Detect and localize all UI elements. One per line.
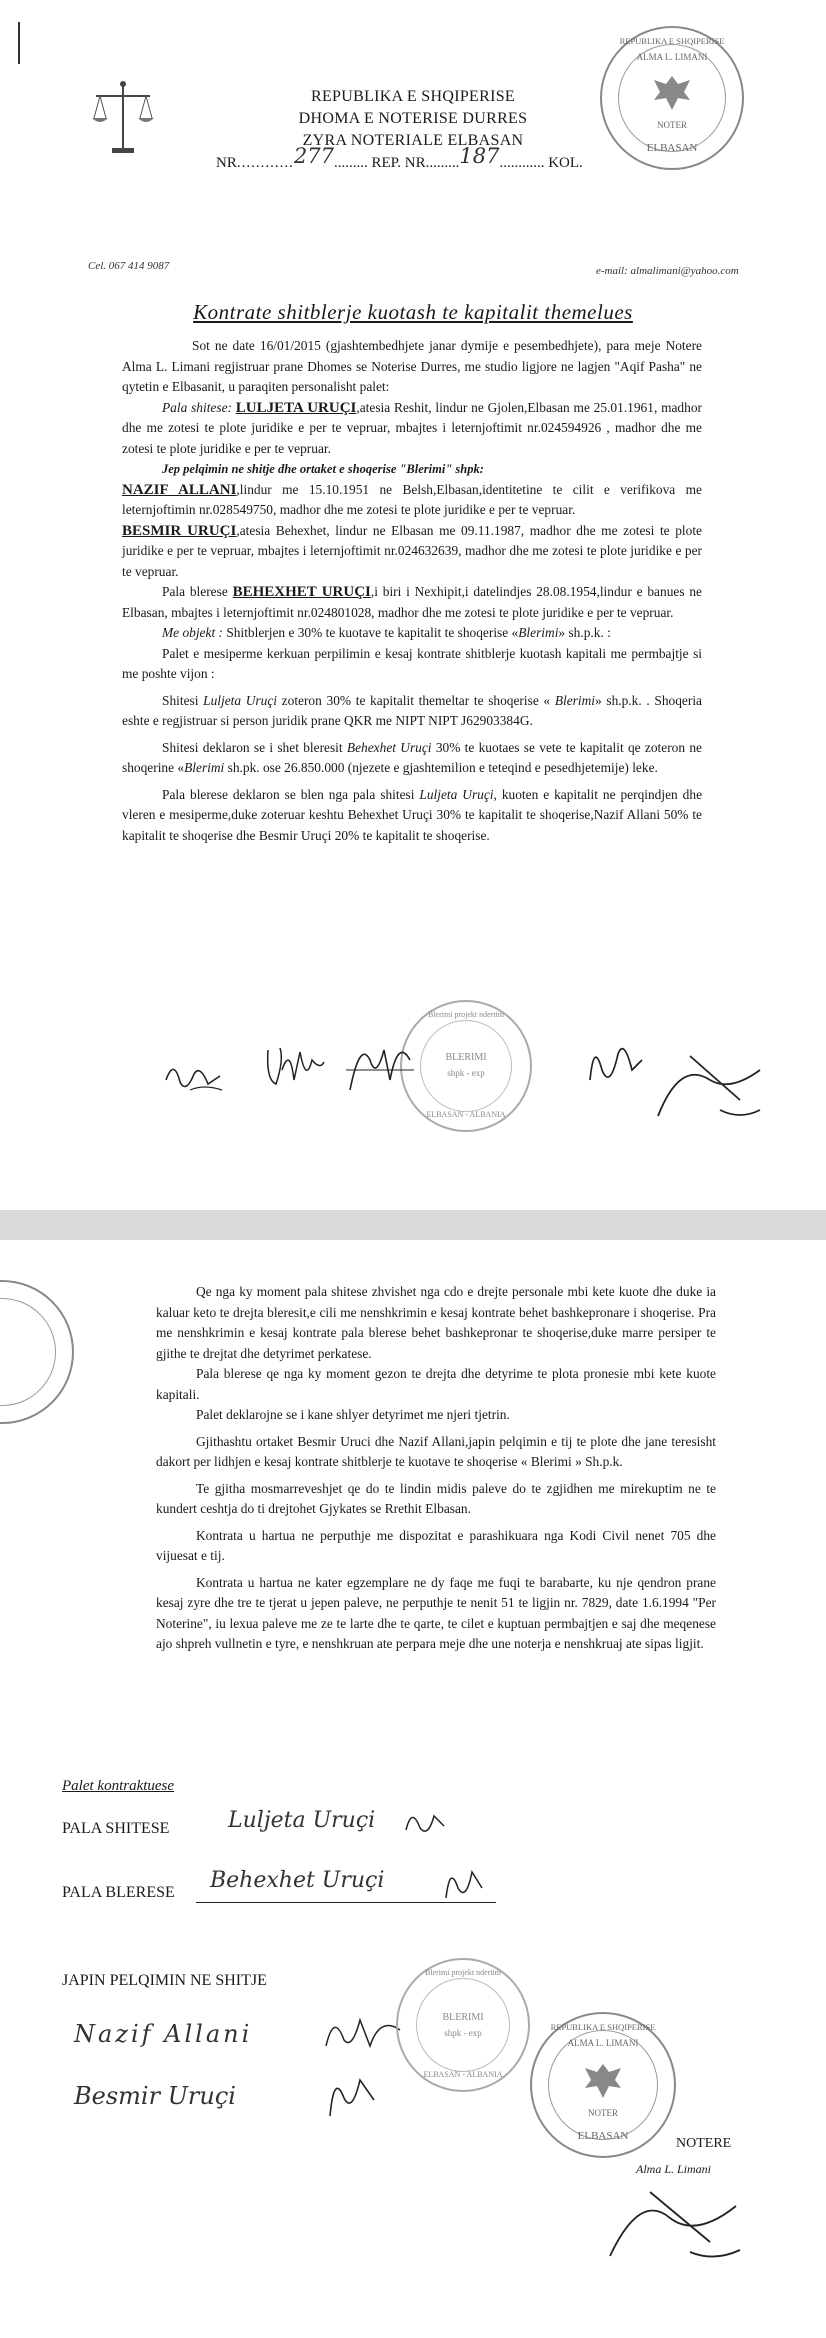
partner1-paragraph: NAZIF ALLANI,lindur me 15.10.1951 ne Belsh,Elbasan,identitetine te cilit e verifikova me leternjoftimin nr.028549750, madhor dhe me zotesi te plote juridike e per te vepruar.: [122, 481, 702, 517]
signature-notary-p1: [650, 1040, 770, 1130]
copies-paragraph: Kontrata u hartua ne kater egzemplare ne dy faqe me fuqi te barabarte, ku nje qendron prane kesaj zyre dhe tre te tjerat u jepen paleve, ne perputhje te nenit 51 te ligjin nr. 7829, date 1.6.1994 "Per Noterine", iu lexua paleve me ze te larte dhe te qarte, te cilet e kuptuan permbajtjen e saj dhe meqenese ajo shpreh vullnetin e tyre, e nenshkruan ate perpara meje dhe une noterja e nenshkruaj ate sipas ligjit.: [156, 1574, 716, 1651]
document-title: Kontrate shitblerje kuotash te kapitalit themelues: [193, 300, 633, 324]
buyer-name: BEHEXHET URUÇI: [232, 584, 371, 600]
partner2-name: BESMIR URUÇI: [122, 522, 237, 539]
object-paragraph: Me objekt : Shitblerjen e 30% te kuotave te kapitalit te shoqerise «Blerimi» sh.p.k. :: [162, 625, 611, 640]
stamp-city: ELBASAN: [646, 142, 698, 154]
notary-signature-p2: [600, 2172, 750, 2272]
consent-signature-nazif: Nazif Allani: [74, 2020, 253, 2048]
phone-number: Cel. 067 414 9087: [88, 260, 170, 272]
partner2-paragraph: BESMIR URUÇI,atesia Behexhet, lindur ne Elbasan me 09.11.1987, madhor dhe me zotesi te plote juridike e per te vepruar, mbajtes i leternjoftimit nr.024632639, madhor dhe me zotesi te plote juridike e per te vepruar.: [122, 522, 702, 579]
obligations-paragraph: Palet deklarojne se i kane shlyer detyrimet me njeri tjetrin.: [196, 1407, 510, 1422]
page2-body: [156, 1282, 716, 1655]
seller-declaration-paragraph: Shitesi deklaron se i shet bleresit Behexhet Uruçi 30% te kuotaes se vete te kapitalit qe zoteron ne shoqerine «Blerimi sh.pk. ose 26.850.000 (njezete e gjashtemilion e teteqind e pesedhjetemije) leke.: [122, 739, 702, 775]
email-address: e-mail: almalimani@yahoo.com: [596, 265, 739, 277]
nr-label: NR: [216, 155, 237, 171]
buyer-paragraph: Pala blerese BEHEXHET URUÇI,i biri i Nexhipit,i datelindjes 28.08.1954,lindur e banues ne Elbasan, mbajtes i leternjoftimit nr.024801028, madhor dhe me zotesi te plote juridike e per te vepruar.: [122, 584, 702, 620]
seller-signature-name: Luljeta Uruçi: [228, 1808, 376, 1833]
seller-share-paragraph: Shitesi Luljeta Uruçi zoteron 30% te kapitalit themeltar te shoqerise « Blerimi» sh.p.k. . Shoqeria eshte e regjistruar si person juridik prane QKR me NIPT NIPT J62903384G.: [122, 692, 702, 728]
rights-paragraph: Pala blerese qe nga ky moment gezon te drejta dhe detyrime te plota pronesie mbi kete kuote kapitali.: [156, 1366, 716, 1402]
consent-signature-heading: JAPIN PELQIMIN NE SHITJE: [62, 1972, 267, 1989]
header-republic: REPUBLIKA E SHQIPERISE: [311, 88, 515, 105]
buyer-declaration-paragraph: Pala blerese deklaron se blen nga pala shitesi Luljeta Uruçi, kuoten e kapitalit ne perqindjen dhe vleren e mesiperme,duke zoteruar keshtu Behexhet Uruçi 30% te kapitalit te shoqerise,Nazif Allani 50% te kapitalit te shoqerise dhe Besmir Uruçi 20% te kapitalit te shoqerise.: [122, 786, 703, 843]
buyer-signature-name: Behexhet Uruçi: [210, 1868, 385, 1893]
eagle-emblem-icon: [581, 2058, 625, 2102]
consent-heading: Jep pelqimin ne shitje dhe ortaket e shoqerise "Blerimi" shpk:: [162, 462, 484, 476]
kol-label: KOL.: [548, 155, 583, 171]
notary-stamp-page2: REPUBLIKA E SHQIPERISE ALMA L. LIMANI NOTER ELBASAN: [530, 2012, 676, 2158]
company-stamp-page2: Blerimi projekt ndertim BLERIMI shpk - exp ELBASAN - ALBANIA: [396, 1958, 530, 2092]
seller-name: LULJETA URUÇI: [235, 399, 357, 416]
company-stamp: Blerimi projekt ndertim BLERIMI shpk - exp ELBASAN - ALBANIA: [400, 1000, 532, 1132]
stamp-notary-name: ALMA L. LIMANI: [636, 52, 708, 62]
partner1-name: NAZIF ALLANI: [122, 481, 237, 498]
parties-request-paragraph: Palet e mesiperme kerkuan perpilimin e kesaj kontrate shitblerje kuotash kapitali me permbajtje si me poshte vijon :: [122, 645, 702, 681]
partners-consent-paragraph: Gjithashtu ortaket Besmir Uruci dhe Nazif Allani,japin pelqimin e tij te plote dhe jane teresisht dakort per lidhjen e kesaj kontrate shitblerje te kuotave te shoqerise « Blerimi » Sh.p.k.: [156, 1433, 716, 1469]
signature-luljeta: [160, 1050, 230, 1100]
seller-signature-label: PALA SHITESE: [62, 1820, 170, 1837]
buyer-signature-mark: [440, 1858, 490, 1906]
registration-line: NR............277......... REP. NR.........187............ KOL.: [216, 144, 583, 171]
margin-mark: [18, 22, 20, 64]
rep-value: 187: [459, 144, 500, 168]
stamp-role: NOTER: [657, 120, 687, 130]
notary-name: Alma L. Limani: [636, 2162, 712, 2176]
signature-besmir-p1: [340, 1030, 420, 1100]
civil-code-paragraph: Kontrata u hartua ne perputhje me dispozitat e parashikuara nga Kodi Civil nenet 705 dhe vijuesat e tij.: [156, 1527, 716, 1563]
seller-signature-mark: [400, 1800, 450, 1840]
seller-paragraph: Pala shitese: LULJETA URUÇI,atesia Reshit, lindur ne Gjolen,Elbasan me 25.01.1961, madhor dhe me zotesi te plote juridike e per te vepruar, mbajtes i leternjoftimit nr.024594926 , madhor dhe me zotesi te plote juridike e per te vepruar.: [122, 399, 702, 456]
notary-label: NOTERE: [676, 2136, 732, 2151]
notary-stamp-partial: [0, 1280, 74, 1424]
rep-label: REP. NR: [371, 155, 426, 171]
eagle-emblem-icon: [650, 70, 694, 114]
header-office: ZYRA NOTERIALE ELBASAN: [302, 132, 524, 149]
besmir-signature-mark: [322, 2064, 382, 2124]
signature-behexhet: [580, 1030, 650, 1100]
consent-signature-besmir: Besmir Uruçi: [74, 2082, 236, 2110]
buyer-signature-label: PALA BLERESE: [62, 1884, 175, 1901]
signature-nazif: [260, 1040, 330, 1100]
header-chamber: DHOMA E NOTERISE DURRES: [298, 110, 528, 127]
intro-paragraph: Sot ne date 16/01/2015 (gjashtembedhjete janar dymije e pesembedhjete), para meje Notere Alma L. Limani regjistruar prane Dhomes se Noterise Durres, me studio ligjore ne lagjen "Aqif Pasha" ne qytetin e Elbasanit, u paraqiten personalisht palet:: [122, 338, 702, 394]
transfer-paragraph: Qe nga ky moment pala shitese zhvishet nga cdo e drejte personale mbi kete kuote dhe duke ia kaluar keto te drejta bleresit,e cili me nenshkrimin e kesaj kontrate behet bashkepronare i shoqerise. Pra me nenshkrimin e kesaj kontrate pala blerese behet bashkepronar te shoqerise,duke marre persiper te gjithe te drejtat dhe detyrimet perkatese.: [156, 1284, 716, 1361]
stamp-ring-text: REPUBLIKA E SHQIPERISE: [619, 36, 725, 46]
page1-body: [122, 336, 702, 846]
notary-stamp: [600, 26, 744, 170]
parties-heading: Palet kontraktuese: [62, 1778, 175, 1794]
document-page-2: [0, 1240, 826, 2338]
nr-value: 277: [293, 144, 334, 168]
disputes-paragraph: Te gjitha mosmarreveshjet qe do te lindin midis paleve do te zgjidhen me mirekuptim ne te kundert ceshtja do ti drejtohet Gjykates se Rrethit Elbasan.: [156, 1480, 716, 1516]
